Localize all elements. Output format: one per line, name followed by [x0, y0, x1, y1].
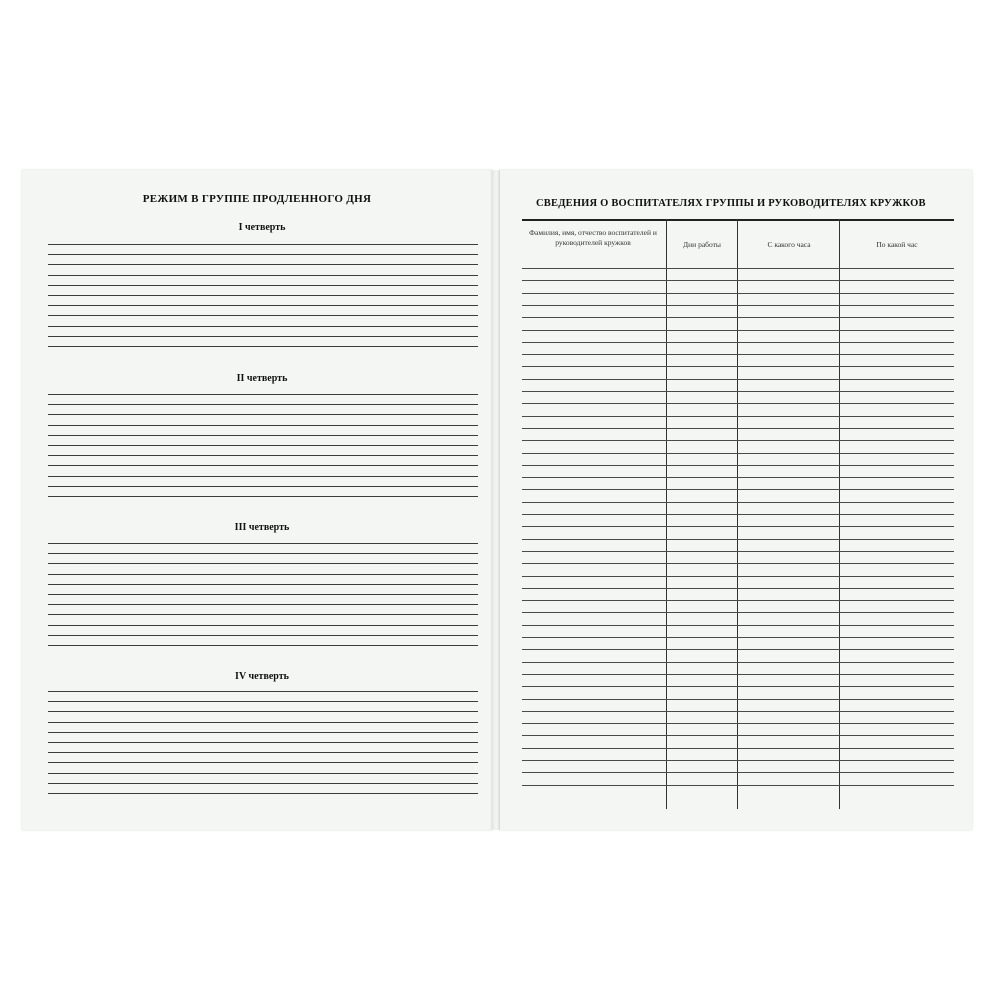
table-row-line: [522, 342, 954, 343]
writing-line: [48, 762, 478, 763]
writing-line: [48, 691, 478, 692]
writing-line: [48, 275, 478, 276]
writing-line: [48, 414, 478, 415]
table-row-line: [522, 649, 954, 650]
table-row-line: [522, 366, 954, 367]
writing-line: [48, 711, 478, 712]
writing-line: [48, 614, 478, 615]
writing-line: [48, 635, 478, 636]
writing-line: [48, 574, 478, 575]
writing-line: [48, 465, 478, 466]
table-row-line: [522, 699, 954, 700]
table-row-line: [522, 305, 954, 306]
table-row-line: [522, 268, 954, 269]
writing-line: [48, 254, 478, 255]
table-row-line: [522, 748, 954, 749]
writing-line: [48, 295, 478, 296]
table-row-line: [522, 293, 954, 294]
table-row-line: [522, 514, 954, 515]
right-page-title: СВЕДЕНИЯ О ВОСПИТАТЕЛЯХ ГРУППЫ И РУКОВОДИТЕЛЯХ КРУЖКОВ: [536, 198, 926, 209]
writing-line: [48, 336, 478, 337]
writing-line: [48, 625, 478, 626]
table-row-line: [522, 772, 954, 773]
table-row-line: [522, 686, 954, 687]
table-row-line: [522, 379, 954, 380]
writing-line: [48, 486, 478, 487]
table-row-line: [522, 711, 954, 712]
writing-line: [48, 773, 478, 774]
writing-line: [48, 701, 478, 702]
writing-line: [48, 346, 478, 347]
writing-line: [48, 722, 478, 723]
table-top-border: [522, 219, 954, 221]
writing-line: [48, 425, 478, 426]
writing-line: [48, 435, 478, 436]
table-row-line: [522, 637, 954, 638]
table-row-line: [522, 539, 954, 540]
table-row-line: [522, 465, 954, 466]
column-header-to-hour: По какой час: [876, 240, 918, 249]
quarter-2-label: II четверть: [236, 373, 288, 384]
writing-line: [48, 455, 478, 456]
table-row-line: [522, 735, 954, 736]
quarter-3-label: III четверть: [234, 522, 290, 533]
writing-line: [48, 285, 478, 286]
table-row-line: [522, 723, 954, 724]
writing-line: [48, 476, 478, 477]
table-row-line: [522, 453, 954, 454]
writing-line: [48, 732, 478, 733]
writing-line: [48, 315, 478, 316]
table-row-line: [522, 576, 954, 577]
table-row-line: [522, 785, 954, 786]
writing-line: [48, 445, 478, 446]
table-row-line: [522, 588, 954, 589]
table-row-line: [522, 489, 954, 490]
writing-line: [48, 783, 478, 784]
table-row-line: [522, 391, 954, 392]
column-header-days: Дни работы: [683, 240, 721, 249]
writing-line: [48, 244, 478, 245]
writing-line: [48, 742, 478, 743]
table-row-line: [522, 526, 954, 527]
table-row-line: [522, 625, 954, 626]
writing-line: [48, 563, 478, 564]
writing-line: [48, 752, 478, 753]
table-row-line: [522, 563, 954, 564]
writing-line: [48, 645, 478, 646]
quarter-1-label: I четверть: [238, 222, 286, 233]
table-row-line: [522, 477, 954, 478]
left-page-title: РЕЖИМ В ГРУППЕ ПРОДЛЕННОГО ДНЯ: [142, 193, 372, 205]
table-row-line: [522, 416, 954, 417]
table-row-line: [522, 600, 954, 601]
writing-line: [48, 394, 478, 395]
table-row-line: [522, 403, 954, 404]
right-page: [500, 170, 972, 830]
table-row-line: [522, 551, 954, 552]
table-row-line: [522, 317, 954, 318]
writing-line: [48, 543, 478, 544]
table-row-line: [522, 428, 954, 429]
table-row-line: [522, 612, 954, 613]
writing-line: [48, 326, 478, 327]
table-row-line: [522, 662, 954, 663]
table-row-line: [522, 280, 954, 281]
column-header-from-hour: С какого часа: [767, 240, 811, 249]
table-row-line: [522, 674, 954, 675]
table-row-line: [522, 440, 954, 441]
writing-line: [48, 553, 478, 554]
table-row-line: [522, 502, 954, 503]
table-row-line: [522, 330, 954, 331]
column-header-name: Фамилия, имя, отчество воспитателей и руководителей кружков: [529, 228, 657, 247]
table-row-line: [522, 354, 954, 355]
writing-line: [48, 404, 478, 405]
writing-line: [48, 604, 478, 605]
left-page: [22, 170, 492, 830]
writing-line: [48, 264, 478, 265]
writing-line: [48, 305, 478, 306]
quarter-4-label: IV четверть: [235, 671, 289, 682]
writing-line: [48, 584, 478, 585]
writing-line: [48, 496, 478, 497]
writing-line: [48, 594, 478, 595]
table-row-line: [522, 760, 954, 761]
writing-line: [48, 793, 478, 794]
